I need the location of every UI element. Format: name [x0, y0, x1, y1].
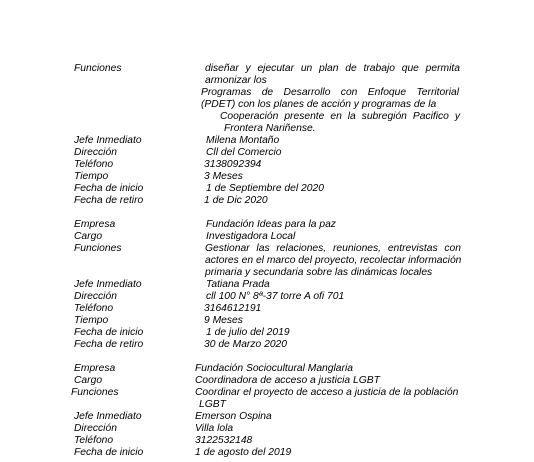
- fecha-retiro-label: Fecha de retiro: [74, 339, 144, 350]
- fecha-inicio-label: Fecha de inicio: [74, 183, 144, 194]
- funciones-label: Funciones: [74, 243, 122, 254]
- empresa-label: Empresa: [74, 219, 116, 230]
- funciones-line: Programas de Desarrollo con Enfoque Territorial: [201, 87, 459, 98]
- fecha-inicio-value: 1 de agosto del 2019: [195, 447, 292, 458]
- tiempo-value: 9 Meses: [204, 315, 243, 326]
- funciones-line: actores en el marco del proyecto, recolectar información: [205, 255, 462, 266]
- direccion-value: cll 100 N° 8ª-37 torre A ofi 701: [206, 291, 345, 302]
- tiempo-value: 3 Meses: [204, 171, 243, 182]
- direccion-label: Dirección: [74, 423, 117, 434]
- fecha-retiro-label: Fecha de retiro: [74, 195, 144, 206]
- funciones-line: Coordinar el proyecto de acceso a justicia de la población: [195, 387, 459, 398]
- cargo-value: Coordinadora de acceso a justicia LGBT: [195, 375, 380, 386]
- jefe-value: Tatiana Prada: [206, 279, 270, 290]
- funciones-label: Funciones: [74, 63, 122, 74]
- funciones-line: diseñar y ejecutar un plan de trabajo que permita: [205, 63, 460, 74]
- funciones-line: Cooperación presente en la subregión Pacifico y: [220, 111, 460, 122]
- fecha-inicio-value: 1 de julio del 2019: [206, 327, 290, 338]
- fecha-retiro-value: 30 de Marzo 2020: [204, 339, 288, 350]
- jefe-label: Jefe Inmediato: [74, 279, 142, 290]
- tiempo-label: Tiempo: [74, 171, 109, 182]
- fecha-inicio-label: Fecha de inicio: [74, 447, 144, 458]
- jefe-value: Milena Montaño: [206, 135, 280, 146]
- jefe-label: Jefe Inmediato: [74, 135, 142, 146]
- telefono-value: 3138092394: [204, 159, 262, 170]
- cargo-label: Cargo: [74, 375, 103, 386]
- funciones-line: Frontera Nariñense.: [224, 123, 316, 134]
- telefono-label: Teléfono: [74, 435, 114, 446]
- fecha-inicio-label: Fecha de inicio: [74, 327, 144, 338]
- funciones-line: LGBT: [199, 399, 226, 410]
- direccion-value: Cll del Comercio: [206, 147, 282, 158]
- telefono-value: 3164612191: [204, 303, 262, 314]
- direccion-label: Dirección: [74, 147, 117, 158]
- telefono-value: 3122532148: [195, 435, 253, 446]
- jefe-value: Emerson Ospina: [195, 411, 272, 422]
- cargo-label: Cargo: [74, 231, 103, 242]
- cargo-value: Investigadora Local: [206, 231, 296, 242]
- tiempo-label: Tiempo: [74, 315, 109, 326]
- empresa-value: Fundación Ideas para la paz: [206, 219, 336, 230]
- direccion-label: Dirección: [74, 291, 117, 302]
- funciones-label: Funciones: [71, 387, 119, 398]
- telefono-label: Teléfono: [74, 159, 114, 170]
- empresa-value: Fundación Sociocultural Manglaria: [195, 363, 353, 374]
- funciones-line: armonizar los: [205, 75, 267, 86]
- direccion-value: Villa lola: [195, 423, 234, 434]
- jefe-label: Jefe Inmediato: [74, 411, 142, 422]
- funciones-line: (PDET) con los planes de acción y programas de la: [201, 99, 437, 110]
- funciones-line: primaria y secundaria sobre las dinámicas locales: [205, 267, 433, 278]
- telefono-label: Teléfono: [74, 303, 114, 314]
- empresa-label: Empresa: [74, 363, 116, 374]
- funciones-line: Gestionar las relaciones, reuniones, entrevistas con: [205, 243, 461, 254]
- fecha-retiro-value: 1 de Dic 2020: [204, 195, 268, 206]
- fecha-inicio-value: 1 de Septiembre del 2020: [206, 183, 324, 194]
